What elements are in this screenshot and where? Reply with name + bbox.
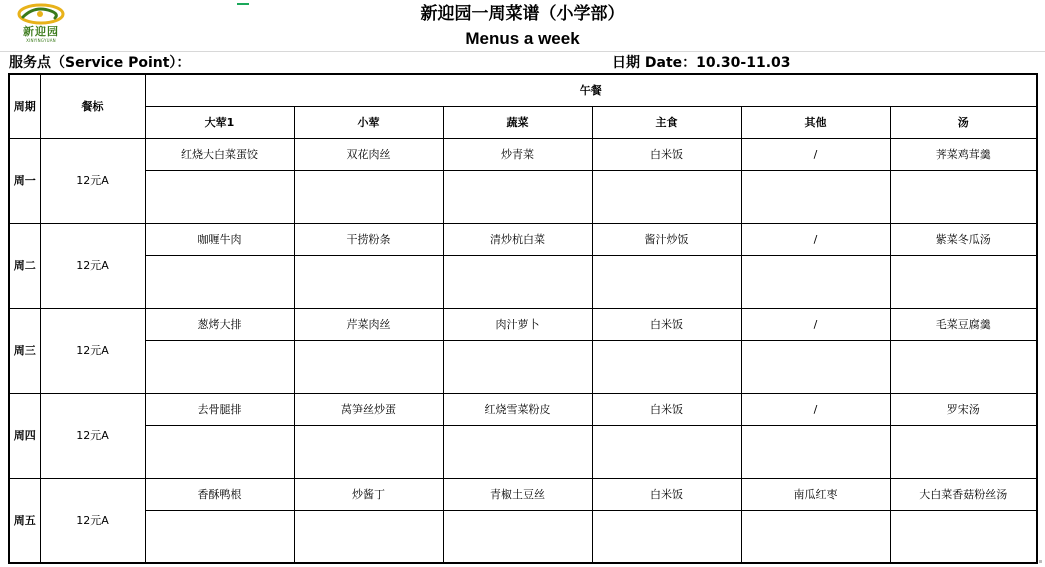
empty-cell — [592, 510, 741, 563]
empty-cell — [145, 255, 294, 308]
dish-cell: 南瓜红枣 — [741, 478, 890, 510]
empty-cell — [145, 425, 294, 478]
dish-cell: 干捞粉条 — [294, 223, 443, 255]
dish-cell: 大白菜香菇粉丝汤 — [890, 478, 1037, 510]
day-cell: 周二 — [9, 223, 40, 308]
dish-cell: 罗宋汤 — [890, 393, 1037, 425]
dish-cell: 红烧雪菜粉皮 — [443, 393, 592, 425]
empty-cell — [294, 255, 443, 308]
empty-cell — [294, 170, 443, 223]
header-price: 餐标 — [40, 74, 145, 138]
dish-cell: 酱汁炒饭 — [592, 223, 741, 255]
logo-text: 新迎园 — [23, 25, 59, 38]
column-header: 主食 — [592, 106, 741, 138]
table-row — [9, 478, 1037, 510]
empty-cell — [741, 170, 890, 223]
page-title: 新迎园一周菜谱（小学部） — [420, 4, 625, 24]
day-cell: 周四 — [9, 393, 40, 478]
scroll-marker — [1039, 560, 1042, 563]
price-cell: 12元A — [40, 308, 145, 393]
dish-cell: 紫菜冬瓜汤 — [890, 223, 1037, 255]
empty-cell — [592, 425, 741, 478]
dish-cell: 炒青菜 — [443, 138, 592, 170]
dish-cell: 红烧大白菜蛋饺 — [145, 138, 294, 170]
dish-cell: / — [741, 308, 890, 340]
empty-cell — [592, 255, 741, 308]
price-cell: 12元A — [40, 138, 145, 223]
empty-cell — [741, 340, 890, 393]
day-cell: 周三 — [9, 308, 40, 393]
column-header: 其他 — [741, 106, 890, 138]
empty-cell — [741, 425, 890, 478]
dish-cell: 白米饭 — [592, 478, 741, 510]
logo-subtext: XINYINGYUAN — [26, 38, 56, 43]
dish-cell: 双花肉丝 — [294, 138, 443, 170]
date-label: 日期 Date：10.30-11.03 — [612, 55, 791, 71]
empty-cell — [145, 510, 294, 563]
table-row — [9, 138, 1037, 170]
empty-cell — [145, 340, 294, 393]
day-cell: 周五 — [9, 478, 40, 563]
dish-cell: 荠菜鸡茸羹 — [890, 138, 1037, 170]
empty-cell — [145, 170, 294, 223]
column-header: 小荤 — [294, 106, 443, 138]
dish-cell: 炒酱丁 — [294, 478, 443, 510]
dish-cell: 去骨腿排 — [145, 393, 294, 425]
dish-cell: 肉汁萝卜 — [443, 308, 592, 340]
dish-cell: 芹菜肉丝 — [294, 308, 443, 340]
price-cell: 12元A — [40, 223, 145, 308]
table-row — [9, 308, 1037, 340]
dish-cell: / — [741, 138, 890, 170]
menu-table — [8, 73, 1038, 564]
empty-cell — [443, 510, 592, 563]
empty-cell — [890, 425, 1037, 478]
empty-cell — [294, 425, 443, 478]
page-subtitle: Menus a week — [465, 29, 580, 48]
header-lunch: 午餐 — [145, 74, 1037, 106]
table-row-blank — [9, 340, 1037, 393]
column-header: 汤 — [890, 106, 1037, 138]
header-day: 周期 — [9, 74, 40, 138]
dish-cell: 清炒杭白菜 — [443, 223, 592, 255]
dish-cell: 白米饭 — [592, 138, 741, 170]
dish-cell: 白米饭 — [592, 308, 741, 340]
empty-cell — [443, 170, 592, 223]
empty-cell — [443, 255, 592, 308]
dish-cell: 青椒土豆丝 — [443, 478, 592, 510]
empty-cell — [741, 510, 890, 563]
dish-cell: 香酥鸭根 — [145, 478, 294, 510]
price-cell: 12元A — [40, 478, 145, 563]
empty-cell — [890, 340, 1037, 393]
column-header: 蔬菜 — [443, 106, 592, 138]
table-row — [9, 393, 1037, 425]
empty-cell — [890, 255, 1037, 308]
column-header: 大荤1 — [145, 106, 294, 138]
dish-cell: / — [741, 393, 890, 425]
day-cell: 周一 — [9, 138, 40, 223]
empty-cell — [443, 340, 592, 393]
dish-cell: 白米饭 — [592, 393, 741, 425]
empty-cell — [741, 255, 890, 308]
price-cell: 12元A — [40, 393, 145, 478]
table-row-blank — [9, 510, 1037, 563]
dish-cell: 毛菜豆腐羹 — [890, 308, 1037, 340]
empty-cell — [592, 340, 741, 393]
empty-cell — [890, 510, 1037, 563]
empty-cell — [294, 510, 443, 563]
empty-cell — [294, 340, 443, 393]
dish-cell: 莴笋丝炒蛋 — [294, 393, 443, 425]
table-row-blank — [9, 170, 1037, 223]
service-point-label: 服务点（Service Point）： — [9, 55, 191, 71]
table-row — [9, 223, 1037, 255]
empty-cell — [443, 425, 592, 478]
empty-cell — [592, 170, 741, 223]
dish-cell: 咖喱牛肉 — [145, 223, 294, 255]
table-row-blank — [9, 255, 1037, 308]
dish-cell: / — [741, 223, 890, 255]
table-row-blank — [9, 425, 1037, 478]
divider — [0, 51, 1045, 52]
dish-cell: 葱烤大排 — [145, 308, 294, 340]
empty-cell — [890, 170, 1037, 223]
